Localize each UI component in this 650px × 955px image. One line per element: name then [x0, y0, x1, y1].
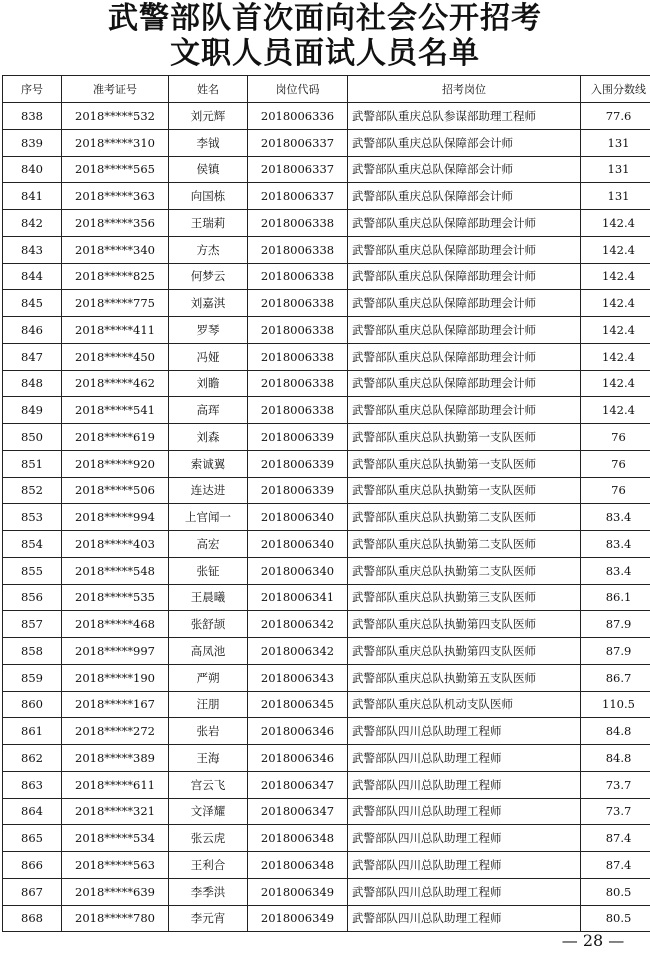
post-code-cell: 2018006339	[248, 450, 348, 477]
ticket-number-cell: 2018*****403	[62, 531, 169, 558]
index-cell: 850	[3, 424, 62, 451]
index-cell: 868	[3, 905, 62, 932]
post-cell: 武警部队重庆总队执勤第二支队医师	[348, 504, 581, 531]
index-cell: 860	[3, 691, 62, 718]
index-cell: 856	[3, 584, 62, 611]
index-cell: 840	[3, 156, 62, 183]
name-cell: 高宏	[169, 531, 248, 558]
post-code-cell: 2018006340	[248, 531, 348, 558]
table-row	[3, 183, 650, 210]
name-cell: 高珲	[169, 397, 248, 424]
post-cell: 武警部队四川总队助理工程师	[348, 878, 581, 905]
name-cell: 张钲	[169, 557, 248, 584]
cutoff-score-cell: 142.4	[581, 236, 650, 263]
ticket-number-cell: 2018*****389	[62, 745, 169, 772]
table-row	[3, 771, 650, 798]
cutoff-score-cell: 131	[581, 183, 650, 210]
ticket-number-cell: 2018*****190	[62, 664, 169, 691]
table-row	[3, 290, 650, 317]
table-row	[3, 557, 650, 584]
ticket-number-cell: 2018*****534	[62, 825, 169, 852]
cutoff-score-cell: 142.4	[581, 317, 650, 344]
cutoff-score-cell: 142.4	[581, 290, 650, 317]
name-cell: 张云虎	[169, 825, 248, 852]
post-cell: 武警部队重庆总队保障部助理会计师	[348, 210, 581, 237]
name-cell: 索诚翼	[169, 450, 248, 477]
column-header-ticket-number: 准考证号	[62, 76, 169, 103]
column-header-name: 姓名	[169, 76, 248, 103]
post-cell: 武警部队重庆总队保障部会计师	[348, 183, 581, 210]
ticket-number-cell: 2018*****532	[62, 103, 169, 130]
page-number: — 28 —	[561, 931, 625, 950]
cutoff-score-cell: 87.9	[581, 638, 650, 665]
name-cell: 刘瞻	[169, 370, 248, 397]
name-cell: 刘森	[169, 424, 248, 451]
post-cell: 武警部队重庆总队保障部助理会计师	[348, 317, 581, 344]
ticket-number-cell: 2018*****321	[62, 798, 169, 825]
post-code-cell: 2018006349	[248, 905, 348, 932]
cutoff-score-cell: 73.7	[581, 771, 650, 798]
post-code-cell: 2018006348	[248, 852, 348, 879]
cutoff-score-cell: 142.4	[581, 210, 650, 237]
index-cell: 862	[3, 745, 62, 772]
index-cell: 846	[3, 317, 62, 344]
index-cell: 842	[3, 210, 62, 237]
name-cell: 王海	[169, 745, 248, 772]
cutoff-score-cell: 76	[581, 477, 650, 504]
name-cell: 罗琴	[169, 317, 248, 344]
index-cell: 839	[3, 129, 62, 156]
table-row	[3, 798, 650, 825]
cutoff-score-cell: 83.4	[581, 504, 650, 531]
post-cell: 武警部队重庆总队执勤第三支队医师	[348, 584, 581, 611]
index-cell: 857	[3, 611, 62, 638]
ticket-number-cell: 2018*****825	[62, 263, 169, 290]
table-row	[3, 691, 650, 718]
post-cell: 武警部队重庆总队执勤第一支队医师	[348, 424, 581, 451]
table-row	[3, 236, 650, 263]
post-cell: 武警部队重庆总队保障部助理会计师	[348, 263, 581, 290]
ticket-number-cell: 2018*****363	[62, 183, 169, 210]
post-cell: 武警部队四川总队助理工程师	[348, 905, 581, 932]
table-row	[3, 638, 650, 665]
index-cell: 838	[3, 103, 62, 130]
name-cell: 连达进	[169, 477, 248, 504]
post-cell: 武警部队重庆总队机动支队医师	[348, 691, 581, 718]
table-row	[3, 611, 650, 638]
column-header-post-code: 岗位代码	[248, 76, 348, 103]
name-cell: 刘元辉	[169, 103, 248, 130]
table-row	[3, 343, 650, 370]
post-cell: 武警部队重庆总队保障部助理会计师	[348, 370, 581, 397]
index-cell: 843	[3, 236, 62, 263]
name-cell: 王晨曦	[169, 584, 248, 611]
post-cell: 武警部队重庆总队保障部助理会计师	[348, 343, 581, 370]
cutoff-score-cell: 142.4	[581, 397, 650, 424]
index-cell: 841	[3, 183, 62, 210]
post-code-cell: 2018006338	[248, 397, 348, 424]
ticket-number-cell: 2018*****920	[62, 450, 169, 477]
post-code-cell: 2018006348	[248, 825, 348, 852]
post-code-cell: 2018006345	[248, 691, 348, 718]
ticket-number-cell: 2018*****619	[62, 424, 169, 451]
post-cell: 武警部队四川总队助理工程师	[348, 798, 581, 825]
index-cell: 847	[3, 343, 62, 370]
cutoff-score-cell: 77.6	[581, 103, 650, 130]
index-cell: 867	[3, 878, 62, 905]
ticket-number-cell: 2018*****272	[62, 718, 169, 745]
post-code-cell: 2018006337	[248, 183, 348, 210]
name-cell: 高凤池	[169, 638, 248, 665]
post-code-cell: 2018006339	[248, 424, 348, 451]
table-row	[3, 718, 650, 745]
table-row	[3, 504, 650, 531]
table-row	[3, 317, 650, 344]
table-row	[3, 210, 650, 237]
cutoff-score-cell: 84.8	[581, 718, 650, 745]
name-cell: 侯镇	[169, 156, 248, 183]
post-cell: 武警部队四川总队助理工程师	[348, 825, 581, 852]
name-cell: 李季洪	[169, 878, 248, 905]
post-code-cell: 2018006340	[248, 557, 348, 584]
post-cell: 武警部队四川总队助理工程师	[348, 852, 581, 879]
post-code-cell: 2018006339	[248, 477, 348, 504]
post-code-cell: 2018006343	[248, 664, 348, 691]
page-title-line-1: 武警部队首次面向社会公开招考	[108, 1, 542, 36]
table-row	[3, 370, 650, 397]
post-code-cell: 2018006347	[248, 798, 348, 825]
table-row	[3, 584, 650, 611]
table-row	[3, 450, 650, 477]
post-cell: 武警部队重庆总队保障部助理会计师	[348, 236, 581, 263]
name-cell: 王利合	[169, 852, 248, 879]
cutoff-score-cell: 83.4	[581, 531, 650, 558]
table-row	[3, 477, 650, 504]
index-cell: 865	[3, 825, 62, 852]
ticket-number-cell: 2018*****356	[62, 210, 169, 237]
post-cell: 武警部队重庆总队保障部会计师	[348, 156, 581, 183]
post-code-cell: 2018006347	[248, 771, 348, 798]
name-cell: 方杰	[169, 236, 248, 263]
post-cell: 武警部队重庆总队保障部助理会计师	[348, 397, 581, 424]
cutoff-score-cell: 86.7	[581, 664, 650, 691]
post-code-cell: 2018006340	[248, 504, 348, 531]
post-code-cell: 2018006346	[248, 718, 348, 745]
post-code-cell: 2018006338	[248, 290, 348, 317]
post-code-cell: 2018006338	[248, 210, 348, 237]
post-cell: 武警部队重庆总队执勤第四支队医师	[348, 638, 581, 665]
table-row	[3, 424, 650, 451]
table-row	[3, 905, 650, 932]
ticket-number-cell: 2018*****167	[62, 691, 169, 718]
post-cell: 武警部队重庆总队保障部会计师	[348, 129, 581, 156]
column-header-index: 序号	[3, 76, 62, 103]
ticket-number-cell: 2018*****548	[62, 557, 169, 584]
name-cell: 张岩	[169, 718, 248, 745]
index-cell: 844	[3, 263, 62, 290]
index-cell: 866	[3, 852, 62, 879]
index-cell: 859	[3, 664, 62, 691]
name-cell: 刘嘉淇	[169, 290, 248, 317]
name-cell: 宫云飞	[169, 771, 248, 798]
post-code-cell: 2018006336	[248, 103, 348, 130]
name-cell: 李钺	[169, 129, 248, 156]
post-cell: 武警部队重庆总队执勤第五支队医师	[348, 664, 581, 691]
cutoff-score-cell: 73.7	[581, 798, 650, 825]
cutoff-score-cell: 87.4	[581, 852, 650, 879]
ticket-number-cell: 2018*****506	[62, 477, 169, 504]
cutoff-score-cell: 84.8	[581, 745, 650, 772]
ticket-number-cell: 2018*****468	[62, 611, 169, 638]
post-cell: 武警部队四川总队助理工程师	[348, 718, 581, 745]
ticket-number-cell: 2018*****462	[62, 370, 169, 397]
post-code-cell: 2018006341	[248, 584, 348, 611]
ticket-number-cell: 2018*****535	[62, 584, 169, 611]
table-row	[3, 852, 650, 879]
index-cell: 858	[3, 638, 62, 665]
cutoff-score-cell: 83.4	[581, 557, 650, 584]
post-code-cell: 2018006349	[248, 878, 348, 905]
cutoff-score-cell: 131	[581, 156, 650, 183]
table-header-row	[3, 76, 650, 103]
ticket-number-cell: 2018*****780	[62, 905, 169, 932]
ticket-number-cell: 2018*****639	[62, 878, 169, 905]
name-cell: 文泽耀	[169, 798, 248, 825]
table-row	[3, 156, 650, 183]
index-cell: 864	[3, 798, 62, 825]
name-cell: 上官闻一	[169, 504, 248, 531]
ticket-number-cell: 2018*****611	[62, 771, 169, 798]
name-cell: 冯娅	[169, 343, 248, 370]
column-header-post: 招考岗位	[348, 76, 581, 103]
table-row	[3, 531, 650, 558]
name-cell: 王瑞莉	[169, 210, 248, 237]
name-cell: 李元宵	[169, 905, 248, 932]
post-code-cell: 2018006337	[248, 129, 348, 156]
index-cell: 845	[3, 290, 62, 317]
post-cell: 武警部队四川总队助理工程师	[348, 771, 581, 798]
post-cell: 武警部队四川总队助理工程师	[348, 745, 581, 772]
cutoff-score-cell: 76	[581, 424, 650, 451]
post-code-cell: 2018006338	[248, 236, 348, 263]
cutoff-score-cell: 80.5	[581, 905, 650, 932]
name-cell: 向国栋	[169, 183, 248, 210]
ticket-number-cell: 2018*****310	[62, 129, 169, 156]
ticket-number-cell: 2018*****775	[62, 290, 169, 317]
post-cell: 武警部队重庆总队参谋部助理工程师	[348, 103, 581, 130]
column-header-cutoff-score: 入围分数线	[581, 76, 650, 103]
ticket-number-cell: 2018*****340	[62, 236, 169, 263]
post-cell: 武警部队重庆总队执勤第一支队医师	[348, 477, 581, 504]
ticket-number-cell: 2018*****541	[62, 397, 169, 424]
table-row	[3, 397, 650, 424]
ticket-number-cell: 2018*****565	[62, 156, 169, 183]
table-row	[3, 745, 650, 772]
post-cell: 武警部队重庆总队执勤第二支队医师	[348, 557, 581, 584]
post-cell: 武警部队重庆总队保障部助理会计师	[348, 290, 581, 317]
ticket-number-cell: 2018*****997	[62, 638, 169, 665]
name-cell: 汪朋	[169, 691, 248, 718]
post-code-cell: 2018006338	[248, 343, 348, 370]
index-cell: 852	[3, 477, 62, 504]
cutoff-score-cell: 142.4	[581, 370, 650, 397]
cutoff-score-cell: 76	[581, 450, 650, 477]
index-cell: 848	[3, 370, 62, 397]
cutoff-score-cell: 86.1	[581, 584, 650, 611]
table-row	[3, 103, 650, 130]
table-row	[3, 878, 650, 905]
cutoff-score-cell: 87.9	[581, 611, 650, 638]
name-cell: 何梦云	[169, 263, 248, 290]
post-code-cell: 2018006338	[248, 317, 348, 344]
cutoff-score-cell: 87.4	[581, 825, 650, 852]
post-code-cell: 2018006338	[248, 370, 348, 397]
page-title-line-2: 文职人员面试人员名单	[170, 36, 480, 71]
index-cell: 851	[3, 450, 62, 477]
index-cell: 863	[3, 771, 62, 798]
post-code-cell: 2018006342	[248, 638, 348, 665]
index-cell: 853	[3, 504, 62, 531]
post-cell: 武警部队重庆总队执勤第二支队医师	[348, 531, 581, 558]
table-row	[3, 664, 650, 691]
index-cell: 855	[3, 557, 62, 584]
table-row	[3, 129, 650, 156]
post-cell: 武警部队重庆总队执勤第四支队医师	[348, 611, 581, 638]
interview-list-table	[2, 75, 650, 932]
post-code-cell: 2018006342	[248, 611, 348, 638]
index-cell: 861	[3, 718, 62, 745]
cutoff-score-cell: 142.4	[581, 343, 650, 370]
index-cell: 854	[3, 531, 62, 558]
name-cell: 张舒颉	[169, 611, 248, 638]
ticket-number-cell: 2018*****411	[62, 317, 169, 344]
ticket-number-cell: 2018*****563	[62, 852, 169, 879]
post-code-cell: 2018006338	[248, 263, 348, 290]
cutoff-score-cell: 80.5	[581, 878, 650, 905]
table-row	[3, 825, 650, 852]
index-cell: 849	[3, 397, 62, 424]
cutoff-score-cell: 131	[581, 129, 650, 156]
cutoff-score-cell: 142.4	[581, 263, 650, 290]
ticket-number-cell: 2018*****450	[62, 343, 169, 370]
post-cell: 武警部队重庆总队执勤第一支队医师	[348, 450, 581, 477]
table-row	[3, 263, 650, 290]
name-cell: 严朔	[169, 664, 248, 691]
cutoff-score-cell: 110.5	[581, 691, 650, 718]
post-code-cell: 2018006346	[248, 745, 348, 772]
ticket-number-cell: 2018*****994	[62, 504, 169, 531]
post-code-cell: 2018006337	[248, 156, 348, 183]
